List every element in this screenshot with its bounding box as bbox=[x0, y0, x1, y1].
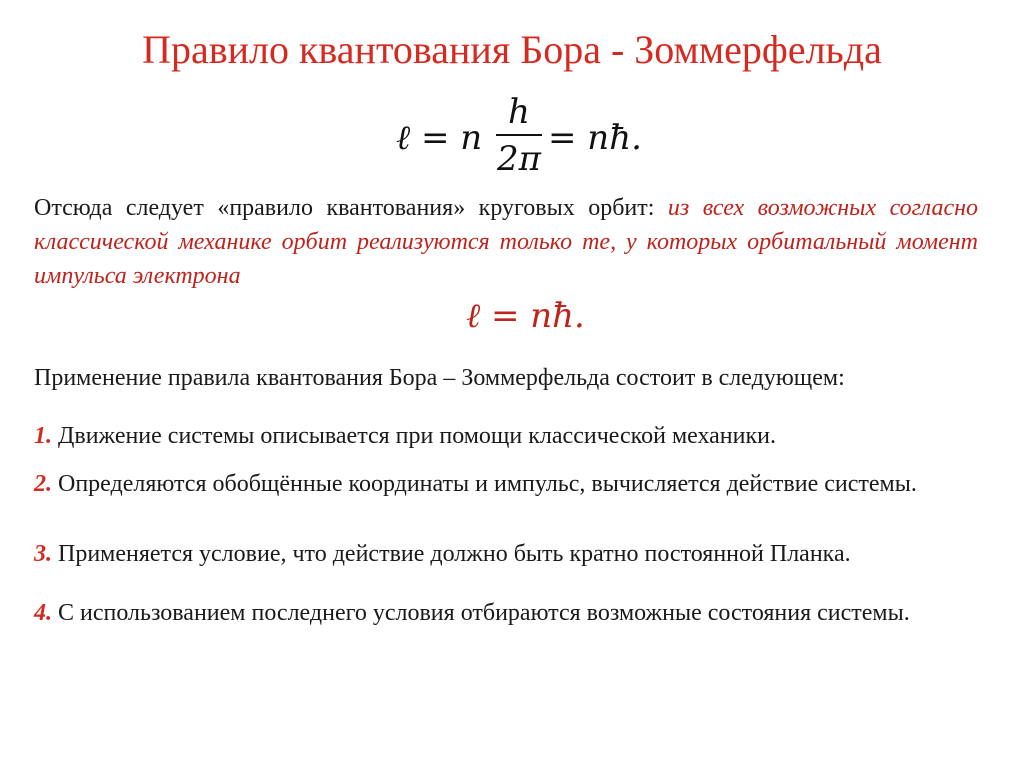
step-number: 2. bbox=[34, 471, 52, 497]
step-item bbox=[34, 419, 1018, 453]
formula-rhs: = nħ. bbox=[548, 118, 642, 158]
step-text: С использованием последнего условия отбираются возможные состояния системы. bbox=[52, 600, 910, 626]
formula-fraction bbox=[496, 90, 542, 182]
paragraph-emphasis-text: из всех возможных согласно классической механике орбит реализуются только те, у которых орбитальный момент импульса электрона bbox=[34, 195, 978, 289]
step-number: 3. bbox=[34, 541, 52, 567]
step-text: Определяются обобщённые координаты и импульс, вычисляется действие системы. bbox=[52, 471, 917, 497]
fraction-numerator: h bbox=[508, 92, 530, 132]
step-text: Движение системы описывается при помощи классической механики. bbox=[52, 423, 776, 449]
paragraph-plain-text: Отсюда следует «правило квантования» круговых орбит: bbox=[34, 195, 668, 221]
step-item bbox=[34, 596, 1018, 630]
step-item bbox=[34, 537, 1018, 571]
formula-lhs: ℓ = n bbox=[396, 118, 483, 158]
slide-title: Правило квантования Бора - Зоммерфельда bbox=[142, 27, 882, 72]
angular-momentum-formula: ℓ = nħ. bbox=[466, 296, 585, 336]
step-item bbox=[34, 467, 1018, 501]
paragraph-application: Применение правила квантования Бора – Зоммерфельда состоит в следующем: bbox=[34, 365, 845, 391]
step-number: 4. bbox=[34, 600, 52, 626]
step-number: 1. bbox=[34, 423, 52, 449]
paragraph-quantization-rule bbox=[34, 191, 978, 293]
step-text: Применяется условие, что действие должно быть кратно постоянной Планка. bbox=[52, 541, 851, 567]
fraction-denominator: 2π bbox=[497, 139, 541, 179]
